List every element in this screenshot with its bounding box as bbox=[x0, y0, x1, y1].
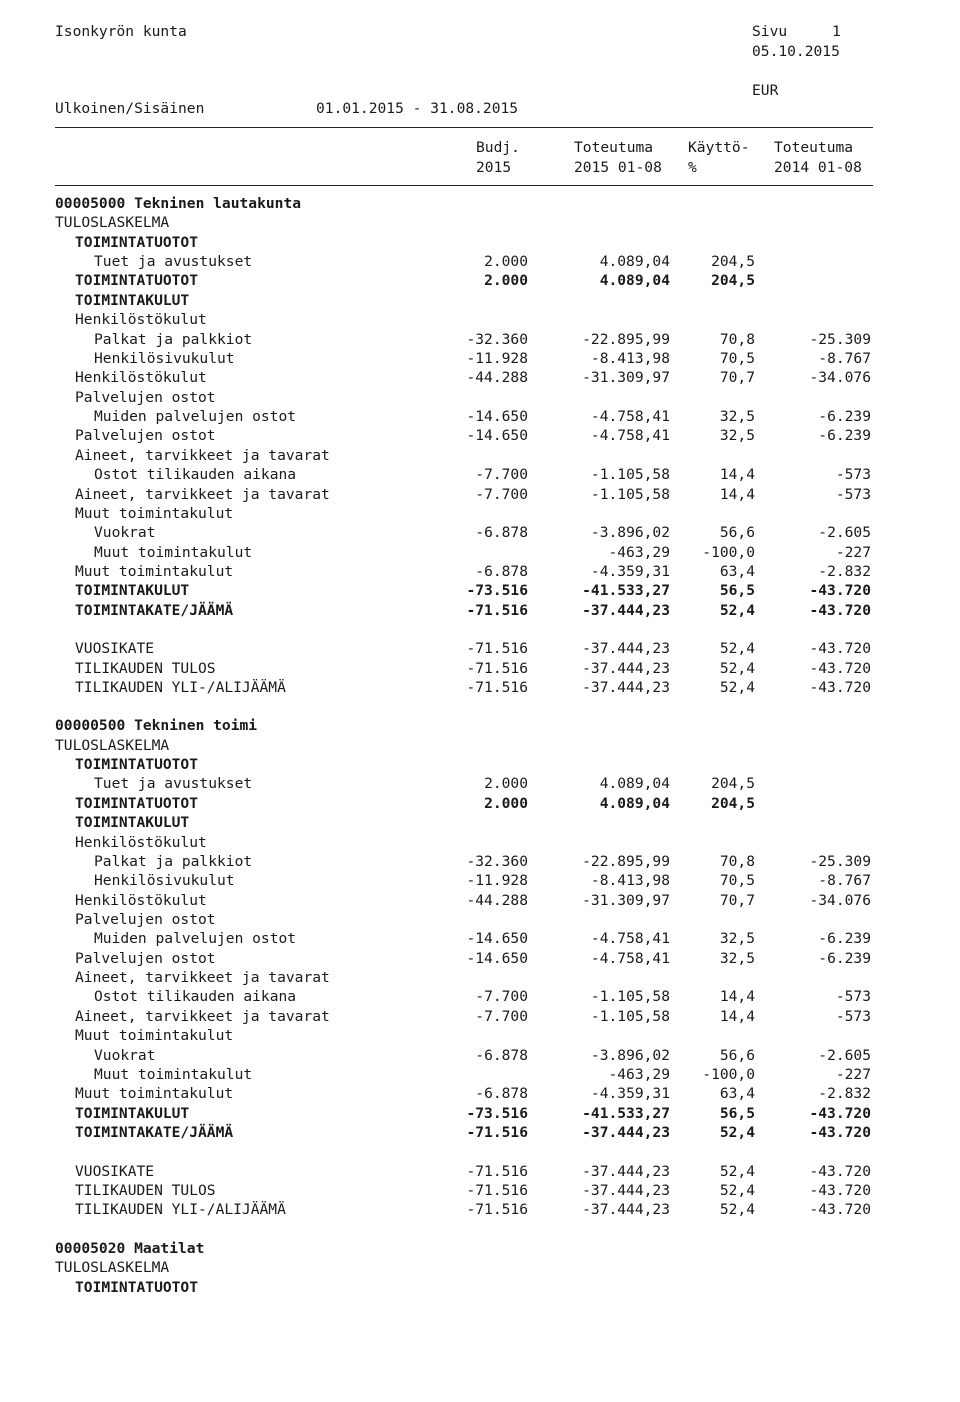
previous-actual-value: -34.076 bbox=[809, 892, 871, 909]
usage-percent: 204,5 bbox=[711, 775, 755, 792]
row-label: Tuet ja avustukset bbox=[94, 253, 253, 270]
col-actual-line2: 2015 01-08 bbox=[574, 159, 662, 176]
budget-value: -11.928 bbox=[466, 350, 528, 367]
report-row bbox=[0, 581, 960, 600]
previous-actual-value: -6.239 bbox=[818, 427, 871, 444]
report-row bbox=[0, 929, 960, 948]
report-row bbox=[0, 446, 960, 465]
usage-percent: 56,5 bbox=[719, 582, 755, 599]
usage-percent: 52,4 bbox=[719, 1163, 755, 1180]
actual-value: -4.758,41 bbox=[590, 950, 670, 967]
row-label: Aineet, tarvikkeet ja tavarat bbox=[75, 447, 330, 464]
report-row bbox=[0, 794, 960, 813]
previous-actual-value: -8.767 bbox=[818, 350, 871, 367]
budget-value: -32.360 bbox=[466, 331, 528, 348]
actual-value: -463,29 bbox=[608, 1066, 670, 1083]
report-row bbox=[0, 291, 960, 310]
budget-value: -71.516 bbox=[466, 640, 528, 657]
usage-percent: 32,5 bbox=[719, 427, 755, 444]
report-row bbox=[0, 349, 960, 368]
actual-value: -37.444,23 bbox=[582, 1163, 670, 1180]
report-row bbox=[0, 330, 960, 349]
report-row bbox=[0, 1278, 960, 1297]
report-date: 05.10.2015 bbox=[752, 43, 840, 60]
usage-percent: 52,4 bbox=[719, 1182, 755, 1199]
previous-actual-value: -25.309 bbox=[809, 853, 871, 870]
row-label: TOIMINTAKULUT bbox=[75, 582, 190, 599]
budget-value: -14.650 bbox=[466, 408, 528, 425]
actual-value: 4.089,04 bbox=[599, 795, 670, 812]
report-row bbox=[0, 774, 960, 793]
usage-percent: 52,4 bbox=[719, 1201, 755, 1218]
budget-value: -71.516 bbox=[466, 679, 528, 696]
report-row bbox=[0, 252, 960, 271]
row-label: TOIMINTATUOTOT bbox=[75, 756, 199, 773]
budget-value: -14.650 bbox=[466, 427, 528, 444]
row-label: Muut toimintakulut bbox=[75, 505, 234, 522]
row-label: Aineet, tarvikkeet ja tavarat bbox=[75, 486, 330, 503]
actual-value: -4.359,31 bbox=[590, 1085, 670, 1102]
usage-percent: 70,5 bbox=[719, 350, 755, 367]
actual-value: -1.105,58 bbox=[590, 486, 670, 503]
report-row bbox=[0, 755, 960, 774]
row-label: 00005000 Tekninen lautakunta bbox=[55, 195, 302, 212]
usage-percent: 70,5 bbox=[719, 872, 755, 889]
scope-label: Ulkoinen/Sisäinen bbox=[55, 100, 205, 117]
report-row bbox=[0, 968, 960, 987]
previous-actual-value: -2.832 bbox=[818, 563, 871, 580]
report-row bbox=[0, 213, 960, 232]
row-label: Vuokrat bbox=[94, 524, 156, 541]
col-prev-line1: Toteutuma bbox=[774, 139, 854, 156]
usage-percent: 70,7 bbox=[719, 892, 755, 909]
row-label: Muut toimintakulut bbox=[75, 1027, 234, 1044]
budget-value: -6.878 bbox=[475, 524, 528, 541]
usage-percent: 14,4 bbox=[719, 466, 755, 483]
previous-actual-value: -6.239 bbox=[818, 930, 871, 947]
usage-percent: 204,5 bbox=[711, 253, 755, 270]
report-row bbox=[0, 523, 960, 542]
previous-actual-value: -43.720 bbox=[809, 1163, 871, 1180]
usage-percent: 56,6 bbox=[719, 524, 755, 541]
previous-actual-value: -227 bbox=[835, 1066, 871, 1083]
budget-value: -7.700 bbox=[475, 988, 528, 1005]
actual-value: -37.444,23 bbox=[582, 660, 670, 677]
actual-value: -22.895,99 bbox=[582, 331, 670, 348]
row-label: TULOSLASKELMA bbox=[55, 1259, 170, 1276]
actual-value: -3.896,02 bbox=[590, 1047, 670, 1064]
previous-actual-value: -8.767 bbox=[818, 872, 871, 889]
budget-value: 2.000 bbox=[484, 795, 528, 812]
row-label: Muut toimintakulut bbox=[94, 1066, 253, 1083]
row-label: Henkilöstökulut bbox=[75, 311, 207, 328]
budget-value: -71.516 bbox=[466, 602, 528, 619]
row-label: Palvelujen ostot bbox=[75, 911, 216, 928]
actual-value: -37.444,23 bbox=[582, 602, 670, 619]
report-row bbox=[0, 1007, 960, 1026]
col-budget-line2: 2015 bbox=[476, 159, 512, 176]
budget-value: -6.878 bbox=[475, 1047, 528, 1064]
report-row bbox=[0, 659, 960, 678]
row-label: Aineet, tarvikkeet ja tavarat bbox=[75, 1008, 330, 1025]
row-label: Ostot tilikauden aikana bbox=[94, 988, 297, 1005]
row-label: Ostot tilikauden aikana bbox=[94, 466, 297, 483]
report-row bbox=[0, 1104, 960, 1123]
report-row bbox=[0, 310, 960, 329]
previous-actual-value: -573 bbox=[835, 1008, 871, 1025]
report-row bbox=[0, 601, 960, 620]
previous-actual-value: -573 bbox=[835, 466, 871, 483]
usage-percent: 14,4 bbox=[719, 988, 755, 1005]
actual-value: 4.089,04 bbox=[599, 272, 670, 289]
report-row bbox=[0, 368, 960, 387]
row-label: Muut toimintakulut bbox=[75, 1085, 234, 1102]
row-label: TULOSLASKELMA bbox=[55, 737, 170, 754]
previous-actual-value: -43.720 bbox=[809, 1124, 871, 1141]
actual-value: -37.444,23 bbox=[582, 679, 670, 696]
report-row bbox=[0, 543, 960, 562]
budget-value: -14.650 bbox=[466, 930, 528, 947]
previous-actual-value: -6.239 bbox=[818, 408, 871, 425]
actual-value: -4.359,31 bbox=[590, 563, 670, 580]
report-row bbox=[0, 1239, 960, 1258]
actual-value: -4.758,41 bbox=[590, 408, 670, 425]
report-row bbox=[0, 1046, 960, 1065]
actual-value: -8.413,98 bbox=[590, 350, 670, 367]
header-rule-bottom bbox=[55, 185, 873, 186]
usage-percent: 70,8 bbox=[719, 853, 755, 870]
actual-value: 4.089,04 bbox=[599, 775, 670, 792]
col-actual-line1: Toteutuma bbox=[574, 139, 654, 156]
previous-actual-value: -2.832 bbox=[818, 1085, 871, 1102]
actual-value: -31.309,97 bbox=[582, 369, 670, 386]
actual-value: -37.444,23 bbox=[582, 1124, 670, 1141]
budget-value: -7.700 bbox=[475, 1008, 528, 1025]
usage-percent: -100,0 bbox=[702, 544, 755, 561]
period-label: 01.01.2015 - 31.08.2015 bbox=[316, 100, 519, 117]
budget-value: -71.516 bbox=[466, 1201, 528, 1218]
row-label: VUOSIKATE bbox=[75, 640, 155, 657]
previous-actual-value: -573 bbox=[835, 988, 871, 1005]
actual-value: -1.105,58 bbox=[590, 1008, 670, 1025]
col-usage-line1: Käyttö- bbox=[688, 139, 750, 156]
row-label: Palkat ja palkkiot bbox=[94, 853, 253, 870]
report-row bbox=[0, 562, 960, 581]
report-row bbox=[0, 1200, 960, 1219]
report-row bbox=[0, 716, 960, 735]
previous-actual-value: -573 bbox=[835, 486, 871, 503]
report-row bbox=[0, 1123, 960, 1142]
budget-value: -71.516 bbox=[466, 660, 528, 677]
budget-value: -14.650 bbox=[466, 950, 528, 967]
row-label: TOIMINTATUOTOT bbox=[75, 795, 199, 812]
row-label: Palkat ja palkkiot bbox=[94, 331, 253, 348]
row-label: TOIMINTATUOTOT bbox=[75, 1279, 199, 1296]
usage-percent: 14,4 bbox=[719, 486, 755, 503]
report-row bbox=[0, 639, 960, 658]
previous-actual-value: -227 bbox=[835, 544, 871, 561]
report-row bbox=[0, 813, 960, 832]
actual-value: -41.533,27 bbox=[582, 1105, 670, 1122]
report-row bbox=[0, 1084, 960, 1103]
budget-value: 2.000 bbox=[484, 272, 528, 289]
row-label: Palvelujen ostot bbox=[75, 389, 216, 406]
report-row bbox=[0, 485, 960, 504]
row-label: 00005020 Maatilat bbox=[55, 1240, 205, 1257]
actual-value: -41.533,27 bbox=[582, 582, 670, 599]
budget-value: -71.516 bbox=[466, 1182, 528, 1199]
row-label: TULOSLASKELMA bbox=[55, 214, 170, 231]
usage-percent: 204,5 bbox=[711, 272, 755, 289]
row-label: TILIKAUDEN TULOS bbox=[75, 1182, 216, 1199]
previous-actual-value: -2.605 bbox=[818, 524, 871, 541]
row-label: VUOSIKATE bbox=[75, 1163, 155, 1180]
row-label: Henkilösivukulut bbox=[94, 872, 235, 889]
row-label: 00000500 Tekninen toimi bbox=[55, 717, 258, 734]
report-row bbox=[0, 465, 960, 484]
row-label: TOIMINTAKATE/JÄÄMÄ bbox=[75, 602, 234, 619]
report-row bbox=[0, 194, 960, 213]
usage-percent: 14,4 bbox=[719, 1008, 755, 1025]
budget-value: -11.928 bbox=[466, 872, 528, 889]
usage-percent: 32,5 bbox=[719, 930, 755, 947]
budget-value: -32.360 bbox=[466, 853, 528, 870]
previous-actual-value: -43.720 bbox=[809, 640, 871, 657]
budget-value: -7.700 bbox=[475, 466, 528, 483]
row-label: Henkilösivukulut bbox=[94, 350, 235, 367]
actual-value: -8.413,98 bbox=[590, 872, 670, 889]
previous-actual-value: -43.720 bbox=[809, 660, 871, 677]
row-label: Aineet, tarvikkeet ja tavarat bbox=[75, 969, 330, 986]
report-row bbox=[0, 852, 960, 871]
col-usage-line2: % bbox=[688, 159, 697, 176]
report-row bbox=[0, 388, 960, 407]
usage-percent: 204,5 bbox=[711, 795, 755, 812]
report-row bbox=[0, 1162, 960, 1181]
page-number: 1 bbox=[832, 23, 841, 40]
previous-actual-value: -2.605 bbox=[818, 1047, 871, 1064]
row-label: TOIMINTATUOTOT bbox=[75, 272, 199, 289]
budget-value: -44.288 bbox=[466, 892, 528, 909]
row-label: Tuet ja avustukset bbox=[94, 775, 253, 792]
report-row bbox=[0, 678, 960, 697]
previous-actual-value: -43.720 bbox=[809, 1201, 871, 1218]
budget-value: -71.516 bbox=[466, 1124, 528, 1141]
usage-percent: 70,7 bbox=[719, 369, 755, 386]
row-label: TILIKAUDEN YLI-/ALIJÄÄMÄ bbox=[75, 1201, 286, 1218]
report-row bbox=[0, 949, 960, 968]
report-row bbox=[0, 271, 960, 290]
actual-value: -31.309,97 bbox=[582, 892, 670, 909]
actual-value: -1.105,58 bbox=[590, 988, 670, 1005]
budget-value: 2.000 bbox=[484, 775, 528, 792]
actual-value: -37.444,23 bbox=[582, 1201, 670, 1218]
usage-percent: 70,8 bbox=[719, 331, 755, 348]
actual-value: 4.089,04 bbox=[599, 253, 670, 270]
row-label: TOIMINTAKATE/JÄÄMÄ bbox=[75, 1124, 234, 1141]
row-label: TOIMINTAKULUT bbox=[75, 814, 190, 831]
report-row bbox=[0, 504, 960, 523]
previous-actual-value: -25.309 bbox=[809, 331, 871, 348]
row-label: Vuokrat bbox=[94, 1047, 156, 1064]
row-label: Henkilöstökulut bbox=[75, 369, 207, 386]
previous-actual-value: -43.720 bbox=[809, 602, 871, 619]
budget-value: -71.516 bbox=[466, 1163, 528, 1180]
row-label: Henkilöstökulut bbox=[75, 892, 207, 909]
budget-value: -6.878 bbox=[475, 1085, 528, 1102]
actual-value: -3.896,02 bbox=[590, 524, 670, 541]
row-label: TILIKAUDEN YLI-/ALIJÄÄMÄ bbox=[75, 679, 286, 696]
org-name: Isonkyrön kunta bbox=[55, 23, 187, 40]
budget-value: -73.516 bbox=[466, 582, 528, 599]
budget-value: -6.878 bbox=[475, 563, 528, 580]
actual-value: -1.105,58 bbox=[590, 466, 670, 483]
row-label: TOIMINTAKULUT bbox=[75, 292, 190, 309]
col-prev-line2: 2014 01-08 bbox=[774, 159, 862, 176]
report-row bbox=[0, 1026, 960, 1045]
report-row bbox=[0, 407, 960, 426]
report-row bbox=[0, 891, 960, 910]
usage-percent: 52,4 bbox=[719, 1124, 755, 1141]
actual-value: -4.758,41 bbox=[590, 427, 670, 444]
row-label: TOIMINTAKULUT bbox=[75, 1105, 190, 1122]
row-label: TILIKAUDEN TULOS bbox=[75, 660, 216, 677]
report-row bbox=[0, 910, 960, 929]
row-label: Palvelujen ostot bbox=[75, 427, 216, 444]
actual-value: -4.758,41 bbox=[590, 930, 670, 947]
report-row bbox=[0, 233, 960, 252]
usage-percent: 56,5 bbox=[719, 1105, 755, 1122]
row-label: Palvelujen ostot bbox=[75, 950, 216, 967]
report-row bbox=[0, 871, 960, 890]
usage-percent: 32,5 bbox=[719, 408, 755, 425]
usage-percent: 63,4 bbox=[719, 1085, 755, 1102]
row-label: Muut toimintakulut bbox=[94, 544, 253, 561]
actual-value: -37.444,23 bbox=[582, 640, 670, 657]
budget-value: -73.516 bbox=[466, 1105, 528, 1122]
usage-percent: 56,6 bbox=[719, 1047, 755, 1064]
header-rule-top bbox=[55, 127, 873, 128]
usage-percent: 63,4 bbox=[719, 563, 755, 580]
row-label: Muiden palvelujen ostot bbox=[94, 930, 297, 947]
actual-value: -22.895,99 bbox=[582, 853, 670, 870]
budget-value: -7.700 bbox=[475, 486, 528, 503]
col-budget-line1: Budj. bbox=[476, 139, 520, 156]
previous-actual-value: -43.720 bbox=[809, 1182, 871, 1199]
page-label: Sivu bbox=[752, 23, 788, 40]
previous-actual-value: -43.720 bbox=[809, 1105, 871, 1122]
actual-value: -37.444,23 bbox=[582, 1182, 670, 1199]
row-label: Henkilöstökulut bbox=[75, 834, 207, 851]
usage-percent: 52,4 bbox=[719, 640, 755, 657]
budget-value: -44.288 bbox=[466, 369, 528, 386]
usage-percent: 52,4 bbox=[719, 602, 755, 619]
actual-value: -463,29 bbox=[608, 544, 670, 561]
report-row bbox=[0, 833, 960, 852]
previous-actual-value: -43.720 bbox=[809, 582, 871, 599]
previous-actual-value: -43.720 bbox=[809, 679, 871, 696]
usage-percent: 52,4 bbox=[719, 660, 755, 677]
previous-actual-value: -34.076 bbox=[809, 369, 871, 386]
previous-actual-value: -6.239 bbox=[818, 950, 871, 967]
report-row bbox=[0, 1181, 960, 1200]
row-label: Muiden palvelujen ostot bbox=[94, 408, 297, 425]
budget-value: 2.000 bbox=[484, 253, 528, 270]
report-row bbox=[0, 1258, 960, 1277]
currency-label: EUR bbox=[752, 82, 779, 99]
row-label: TOIMINTATUOTOT bbox=[75, 234, 199, 251]
usage-percent: 32,5 bbox=[719, 950, 755, 967]
report-row bbox=[0, 426, 960, 445]
report-row bbox=[0, 1065, 960, 1084]
usage-percent: -100,0 bbox=[702, 1066, 755, 1083]
report-row bbox=[0, 987, 960, 1006]
report-row bbox=[0, 736, 960, 755]
row-label: Muut toimintakulut bbox=[75, 563, 234, 580]
usage-percent: 52,4 bbox=[719, 679, 755, 696]
